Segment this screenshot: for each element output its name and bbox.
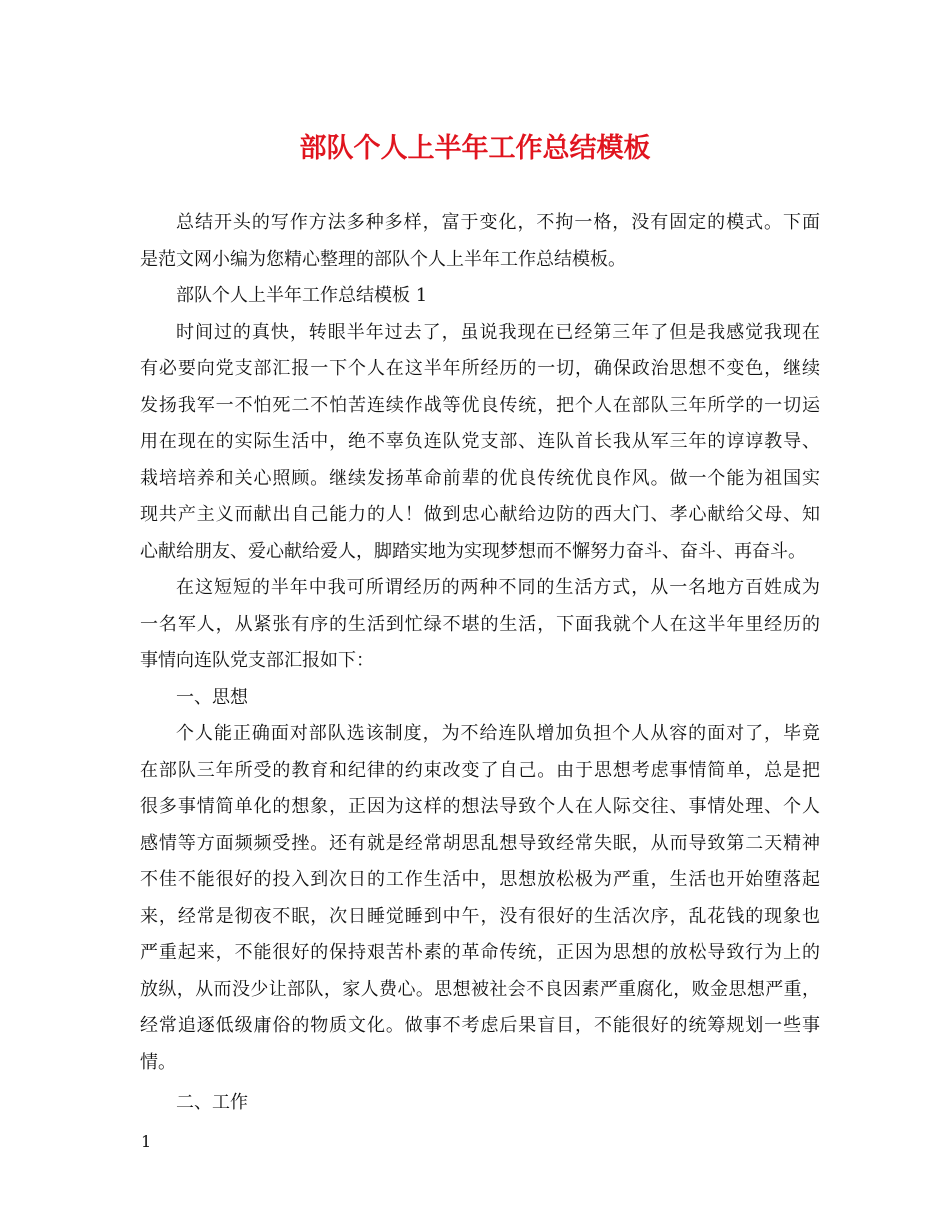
text-line: 感情等方面频频受挫。还有就是经常胡思乱想导致经常失眠，从而导致第二天精神 xyxy=(140,832,820,854)
text-line: 不佳不能很好的投入到次日的工作生活中，思想放松极为严重，生活也开始堕落起 xyxy=(140,869,820,890)
text-line: 现共产主义而献出自己能力的人！做到忠心献给边防的西大门、孝心献给父母、知 xyxy=(140,504,820,525)
document-title: 部队个人上半年工作总结模板 xyxy=(299,133,651,164)
page-number: 1 xyxy=(141,1132,152,1151)
text-line: 很多事情简单化的想象，正因为这样的想法导致个人在人际交往、事情处理、个人 xyxy=(140,796,820,817)
text-line: 栽培培养和关心照顾。继续发扬革命前辈的优良传统优良作风。做一个能为祖国实 xyxy=(140,467,820,489)
text-line: 在部队三年所受的教育和纪律的约束改变了自己。由于思想考虑事情简单，总是把 xyxy=(140,759,820,781)
text-line: 个人能正确面对部队选该制度，为不给连队增加负担个人从容的面对了，毕竟 xyxy=(176,723,820,744)
section-heading: 一、思想 xyxy=(176,686,248,708)
text-line: 经常追逐低级庸俗的物质文化。做事不考虑后果盲目，不能很好的统筹规划一些事 xyxy=(140,1015,820,1036)
text-line: 来，经常是彻夜不眠，次日睡觉睡到中午，没有很好的生活次序，乱花钱的现象也 xyxy=(140,905,820,927)
text-line: 放纵，从而没少让部队，家人费心。思想被社会不良因素严重腐化，败金思想严重， xyxy=(140,978,820,1000)
text-line: 时间过的真快，转眼半年过去了，虽说我现在已经第三年了但是我感觉我现在 xyxy=(176,321,820,343)
text-line: 发扬我军一不怕死二不怕苦连续作战等优良传统，把个人在部队三年所学的一切运 xyxy=(140,394,820,416)
text-line: 是范文网小编为您精心整理的部队个人上半年工作总结模板。 xyxy=(140,248,626,270)
text-line: 用在现在的实际生活中，绝不辜负连队党支部、连队首长我从军三年的谆谆教导、 xyxy=(140,431,820,452)
text-line: 严重起来，不能很好的保持艰苦朴素的革命传统，正因为思想的放松导致行为上的 xyxy=(140,942,820,963)
document-body xyxy=(140,205,820,1122)
text-line: 有必要向党支部汇报一下个人在这半年所经历的一切，确保政治思想不变色，继续 xyxy=(140,358,820,379)
text-line: 总结开头的写作方法多种多样，富于变化，不拘一格，没有固定的模式。下面 xyxy=(176,212,820,233)
text-line: 一名军人，从紧张有序的生活到忙绿不堪的生活，下面我就个人在这半年里经历的 xyxy=(140,613,820,635)
section-heading: 部队个人上半年工作总结模板 1 xyxy=(176,285,428,306)
text-line: 心献给朋友、爱心献给爱人，脚踏实地为实现梦想而不懈努力奋斗、奋斗、再奋斗。 xyxy=(140,540,806,562)
text-line: 在这短短的半年中我可所谓经历的两种不同的生活方式，从一名地方百姓成为 xyxy=(176,577,820,598)
text-line: 情。 xyxy=(140,1051,176,1073)
section-heading: 二、工作 xyxy=(176,1092,248,1113)
text-line: 事情向连队党支部汇报如下： xyxy=(140,650,374,671)
